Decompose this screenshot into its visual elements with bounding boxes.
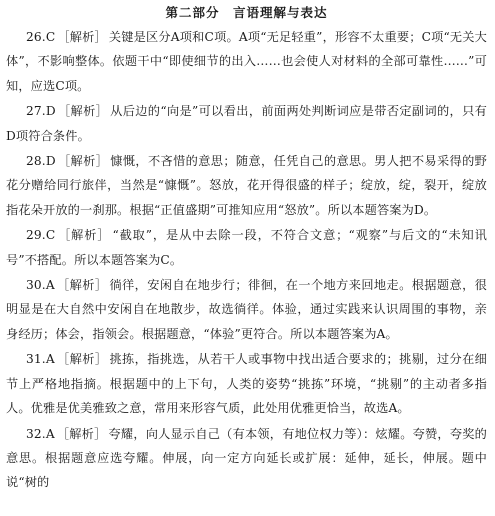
analysis-text: “截取”，是从中去除一段，不符合文意；“观察”与后文的“未知讯号”不搭配。所以本题答案为C。 — [6, 228, 487, 267]
answer-number: 29.C — [26, 228, 56, 243]
answer-number: 31.A — [26, 352, 55, 367]
answer-number: 32.A — [26, 426, 55, 441]
answer-number: 27.D — [26, 104, 56, 119]
section-title: 第二部分 言语理解与表达 — [165, 5, 328, 20]
answer-number: 28.D — [26, 154, 56, 169]
answer-item-32 — [6, 422, 487, 495]
analysis-text: 挑拣，指挑选，从若干人或事物中找出适合要求的；挑剔，过分在细节上严格地指摘。根据题中的上下句，人类的姿势“挑拣”环境，“挑剔”的主动者多指人。优雅是优美雅致之意，常用来形容气质，此处用优雅更恰当，故选A。 — [6, 352, 487, 416]
analysis-tag: ［解析］ — [56, 352, 108, 367]
answer-item-28 — [6, 149, 487, 222]
answer-item-31 — [6, 347, 487, 420]
analysis-tag: ［解析］ — [57, 30, 107, 44]
analysis-tag: ［解析］ — [57, 104, 109, 119]
analysis-tag: ［解析］ — [57, 228, 111, 243]
analysis-text: 关键是区分A项和C项。A项“无足轻重”，形容不太重要；C项“无关大体”，不影响整体。依题干中“即使细节的出入……也会使人对材料的全部可靠性……”可知，应选C项。 — [6, 30, 487, 93]
answer-number: 26.C — [26, 30, 56, 44]
analysis-tag: ［解析］ — [57, 154, 109, 169]
answer-number: 30.A — [26, 278, 55, 293]
answer-item-27 — [6, 99, 487, 148]
analysis-text: 夸耀，向人显示自己（有本领，有地位权力等）：炫耀。夸赞，夸奖的意思。根据题意应选夸耀。伸展，向一定方向延长或扩展：延伸，延长，伸展。题中说“树的 — [6, 426, 487, 490]
analysis-text: 从后边的“向是”可以看出，前面两处判断词应是带否定副词的，只有D项符合条件。 — [6, 104, 487, 143]
analysis-text: 徜徉，安闲自在地步行；徘徊，在一个地方来回地走。根据题意，很明显是在大自然中安闲自在地散步，故选徜徉。体验，通过实践来认识周围的事物，亲身经历；体会，指领会。根据题意，“体验”更符合。所以本题答案为A。 — [6, 278, 487, 341]
analysis-tag: ［解析］ — [56, 426, 107, 441]
analysis-tag: ［解析］ — [56, 278, 108, 293]
answer-item-30 — [6, 273, 487, 346]
answer-item-26 — [6, 25, 487, 98]
analysis-text: 慷慨，不吝惜的意思；随意，任凭自己的意思。男人把不易采得的野花分赠给同行旅伴，当然是“慷慨”。怒放，花开得很盛的样子；绽放，绽，裂开，绽放指花朵开放的一刹那。根据“正值盛期”可推知应用“怒放”。所以本题答案为D。 — [6, 154, 488, 217]
answer-item-29 — [6, 223, 487, 272]
